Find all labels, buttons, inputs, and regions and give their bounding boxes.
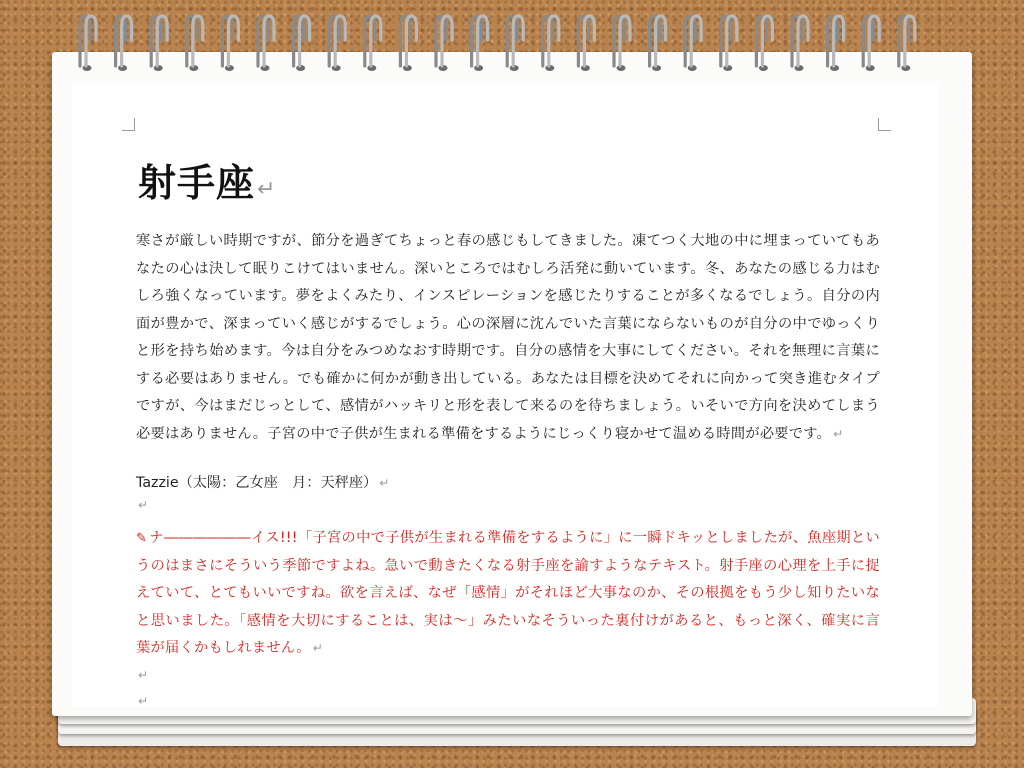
- author-line: Tazzie（太陽：乙女座 月：天秤座） ↵: [136, 475, 390, 491]
- paragraph-mark: ↵: [138, 668, 149, 682]
- paragraph-mark: ↵: [833, 426, 844, 441]
- paragraph-mark: ↵: [379, 476, 390, 490]
- body-paragraph: 寒さが厳しい時期ですが、節分を過ぎてちょっと春の感じもしてきました。凍てつく大地の中に埋まっていてもあなたの心は決して眠りこけてはいません。深いところではむしろ活発に動いています。冬、あなたの感じる力はむしろ強くなっています。夢をよくみたり、インスピレーションを感じたりすることが多くなるでしょう。自分の内面が豊かで、深まっていく感じがするでしょう。心の深層に沈んでいた言葉にならないものが自分の中でゆっくりと形を持ち始めます。今は自分をみつめなおす時期です。自分の感情を大事にしてください。それを無理に言葉にする必要はありません。でも確かに何かが動き出している。あなたは目標を決めてそれに向かって突き進むタイプですが、今はまだじっとして、感情がハッキリと形を表して来るのを待ちましょう。いそいで方向を決めてしまう必要はありません。子宮の中で子供が生まれる準備をするようにじっくり寝かせて温める時間が必要です。 ↵: [136, 233, 880, 442]
- page-corner-mark: [122, 118, 135, 131]
- page-corner-mark: [878, 118, 891, 131]
- paragraph-mark: ↵: [312, 641, 324, 655]
- paragraph-mark: ↵: [257, 177, 277, 202]
- document-page: [72, 84, 938, 706]
- review-comment: ✎ ナ――――――イス!!!「子宮の中で子供が生まれる準備をするように」に一瞬ドキッとしましたが、魚座期というのはまさにそういう季節ですよね。急いで動きたくなる射手座を諭すようなテキスト。射手座の心理を上手に捉えていて、とてもいいですね。欲を言えば、なぜ「感情」がそれほど大事なのか、その根拠をもう少し知りたいなと思いました。「感情を大切にすることは、実は～」みたいなそういった裏付けがあると、もっと深く、確実に言葉が届くかもしれません。 ↵: [136, 530, 880, 656]
- paragraph-mark: ↵: [138, 694, 149, 706]
- pencil-icon: ✎: [136, 531, 148, 546]
- paragraph-mark: ↵: [138, 498, 149, 512]
- page-title: 射手座↵: [138, 161, 277, 205]
